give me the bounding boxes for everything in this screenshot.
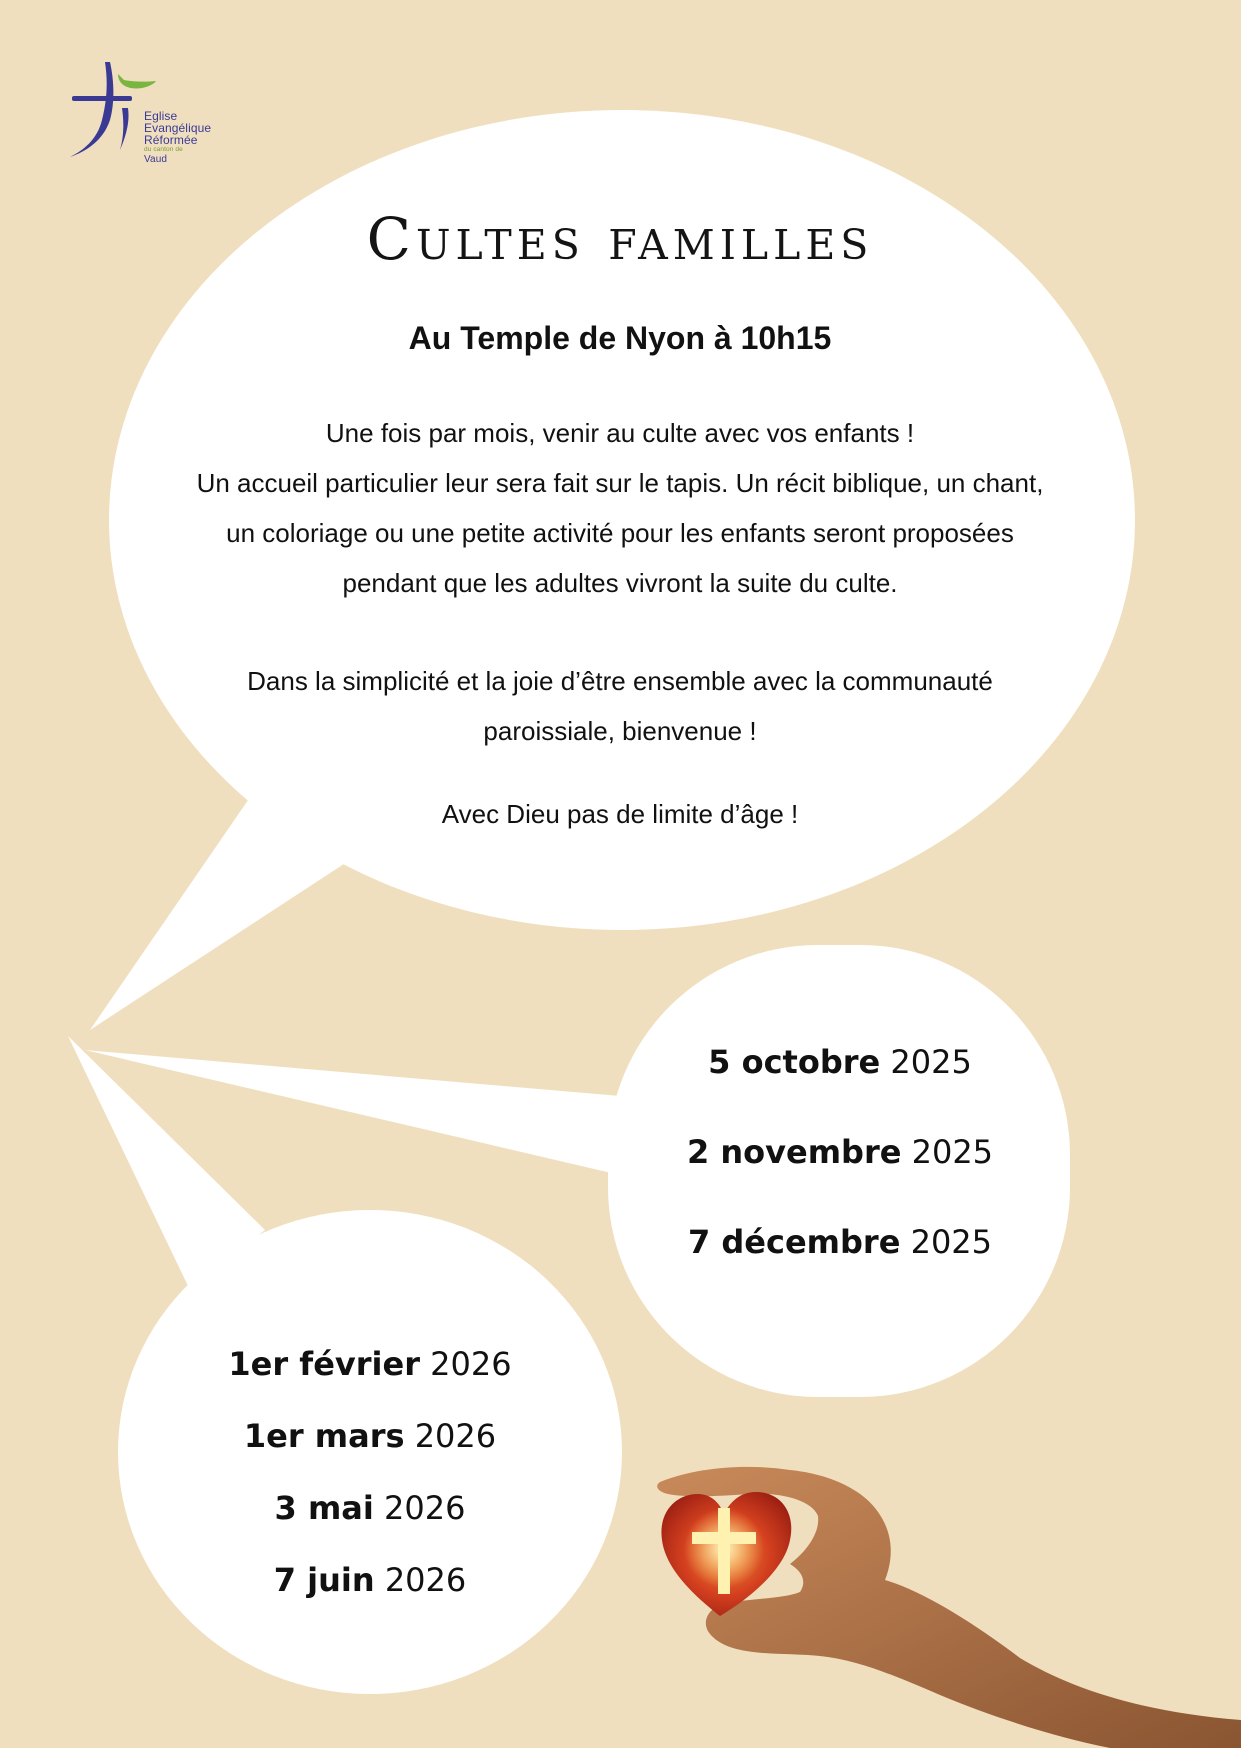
- logo-line: Réformée: [144, 133, 198, 147]
- logo-line: Eglise: [144, 109, 178, 123]
- location-time: Au Temple de Nyon à 10h15: [408, 320, 832, 356]
- date-item: 3 mai 2026: [274, 1489, 466, 1527]
- intro-line: un coloriage ou une petite activité pour les enfants seront proposées: [226, 518, 1014, 548]
- date-item: 1er mars 2026: [243, 1417, 497, 1455]
- dates-list-2025: [620, 1040, 1060, 1310]
- dates-list-2026: [150, 1342, 590, 1630]
- welcome-line: paroissiale, bienvenue !: [483, 716, 757, 746]
- logo-line: du canton de: [144, 146, 183, 153]
- welcome-line: Dans la simplicité et la joie d’être ensemble avec la communauté: [247, 666, 993, 696]
- heart-hand-illustration: [640, 1420, 1241, 1748]
- intro-line: Une fois par mois, venir au culte avec vos enfants !: [325, 418, 915, 448]
- logo-wordmark: [144, 110, 211, 165]
- date-item: 2 novembre 2025: [686, 1133, 994, 1171]
- intro-line: pendant que les adultes vivront la suite du culte.: [342, 568, 898, 598]
- date-item: 7 juin 2026: [273, 1561, 467, 1599]
- closing-line: Avec Dieu pas de limite d’âge !: [441, 799, 799, 829]
- page-title: Cultes familles: [366, 205, 874, 273]
- logo-line: Vaud: [144, 153, 168, 165]
- date-item: 5 octobre 2025: [708, 1043, 972, 1081]
- intro-line: Un accueil particulier leur sera fait sur le tapis. Un récit biblique, un chant,: [196, 468, 1044, 498]
- logo-line: Evangélique: [144, 121, 212, 135]
- intro-text: [120, 408, 1120, 839]
- heart-cross-icon: [661, 1492, 791, 1616]
- date-item: 7 décembre 2025: [687, 1223, 993, 1261]
- date-item: 1er février 2026: [228, 1345, 512, 1383]
